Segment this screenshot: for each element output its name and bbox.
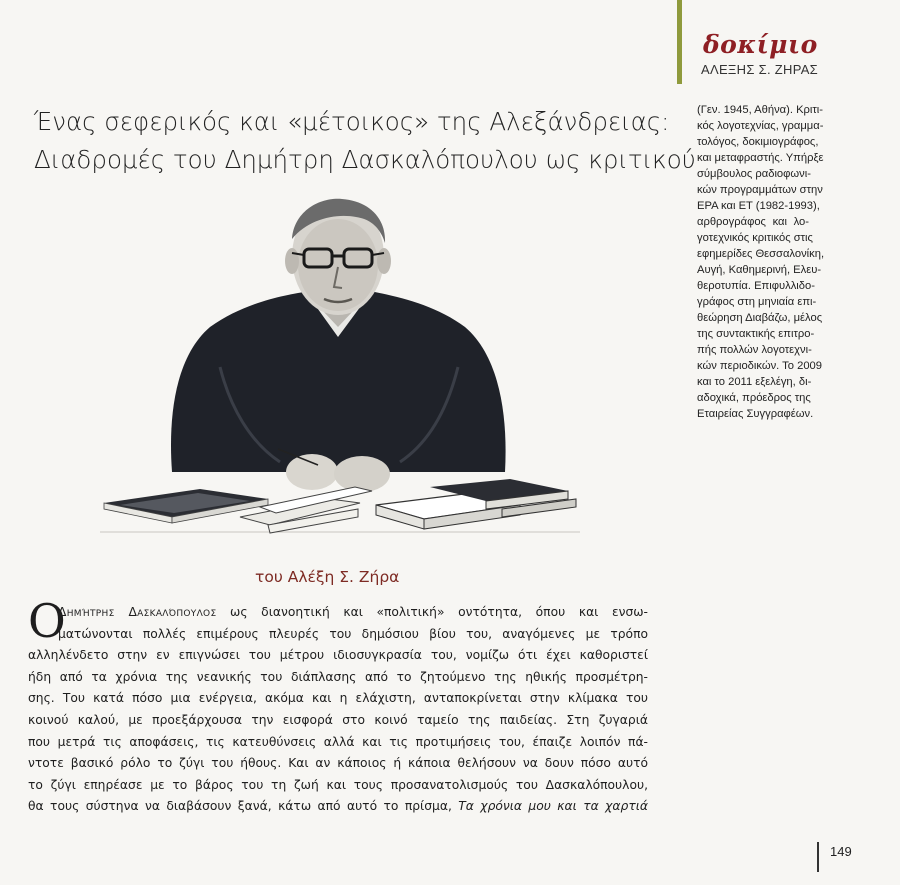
section-label: δοκίμιο bbox=[703, 30, 818, 59]
bio-line: τολόγος, δοκιμιογράφος, bbox=[697, 136, 819, 148]
bio-line: της συντακτικής επιτρο- bbox=[697, 328, 815, 340]
body-line: σης. Του κατά πόσο μια ενέργεια, ακόμα και η ελάχιστη, ανταποκρίνεται στην κλίμακα του bbox=[28, 691, 648, 706]
bio-line: πής πολλών λογοτεχνι- bbox=[697, 344, 812, 356]
section-bar bbox=[677, 0, 682, 84]
author-bio bbox=[697, 102, 825, 422]
bio-line: θεώρηση Διαβάζω, μέλος bbox=[697, 312, 823, 324]
bio-line: και το 2011 εξελέγη, δι- bbox=[697, 376, 812, 388]
article-body bbox=[28, 594, 648, 818]
body-line-last bbox=[28, 796, 648, 818]
title-line-2: Διαδρομές του Δημήτρη Δασκαλόπουλου ως κριτικού bbox=[34, 145, 696, 174]
section-header bbox=[677, 0, 900, 84]
drop-cap: Ο bbox=[28, 594, 66, 648]
body-line: ματώνονται πολλές επιμέρους πλευρές του δημόσιου βίου του, αναγόμενες με τρόπο bbox=[58, 626, 648, 641]
bio-line: θεροτυπία. Επιφυλλιδο- bbox=[697, 280, 815, 292]
bio-line: σύμβουλος ραδιοφωνι- bbox=[697, 168, 811, 180]
section-author: ΑΛΕΞΗΣ Σ. ΖΗΡΑΣ bbox=[701, 62, 819, 77]
bio-line: γράφος στη μηνιαία επι- bbox=[697, 296, 817, 308]
bio-line: Εταιρείας Συγγραφέων. bbox=[697, 408, 814, 420]
lead-name: Δημήτρης Δασκαλόπουλος bbox=[58, 605, 217, 619]
body-last-plain: θα τους σύστηνα να διαβάσουν ξανά, κάτω από αυτό το πρίσμα, bbox=[28, 799, 459, 814]
page-number-bar bbox=[817, 842, 819, 872]
body-line-1-rest: ως διανοητική και «πολιτική» οντότητα, όπου και ενσω- bbox=[216, 605, 648, 619]
bio-line: εφημερίδες Θεσσαλονίκη, bbox=[697, 248, 825, 260]
article-byline: του Αλέξη Σ. Ζήρα bbox=[255, 568, 400, 586]
body-line: αλληλένδετο στην εν επιγνώσει του μέτρου ιδιοσυγκρασία του, νομίζω ότι έχει καθοριστεί bbox=[28, 648, 648, 663]
bio-line: κός λογοτεχνίας, γραμμα- bbox=[697, 120, 824, 132]
book-title-italic: Τα χρόνια μου και τα χαρτιά bbox=[458, 799, 648, 814]
bio-line: κών προγραμμάτων στην bbox=[697, 184, 823, 196]
bio-line: κών περιοδικών. Το 2009 bbox=[697, 360, 823, 372]
page-number: 149 bbox=[830, 844, 852, 859]
body-line: ντοτε βασικό ρόλο το ζύγι του ήθους. Και αν κάποιος ή κάποια θελήσουν να δουν πόσο αυτό bbox=[28, 756, 648, 771]
body-line: το ζύγι επηρέασε με το βάρος του τη ζωή και τους προσανατολισμούς του Δασκαλόπουλου, bbox=[28, 777, 648, 792]
body-line bbox=[28, 602, 648, 624]
bio-line: Αυγή, Καθημερινή, Ελευ- bbox=[697, 264, 822, 276]
bio-line: αδοχικά, πρόεδρος της bbox=[697, 392, 811, 404]
body-line: που μετρά τις αποφάσεις, τις κατευθύνσεις αλλά και τις προτιμήσεις του, έπαιζε λοιπόν πά- bbox=[28, 734, 648, 749]
bio-line: αρθρογράφος και λο- bbox=[697, 216, 809, 228]
bio-line: ΕΡΑ και ΕΤ (1982-1993), bbox=[697, 200, 820, 212]
article-title bbox=[34, 103, 696, 179]
body-line: κοινού καλού, με προεξάρχουσα την εισφορά στο κοινό ταμείο της παιδείας. Στη ζυγαριά bbox=[28, 712, 648, 727]
body-line: ήδη από τα χρόνια της νεανικής του διάπλασης από το ζητούμενο της ηθικής προσμέτρη- bbox=[28, 669, 648, 684]
bio-line: (Γεν. 1945, Αθήνα). Κριτι- bbox=[697, 104, 824, 116]
bio-line: και μεταφραστής. Υπήρξε bbox=[697, 152, 824, 164]
title-line-1: Ένας σεφερικός και «μέτοικος» της Αλεξάνδρειας: bbox=[34, 107, 670, 136]
author-portrait-illustration bbox=[80, 187, 600, 547]
bio-line: γοτεχνικός κριτικός στις bbox=[697, 232, 813, 244]
